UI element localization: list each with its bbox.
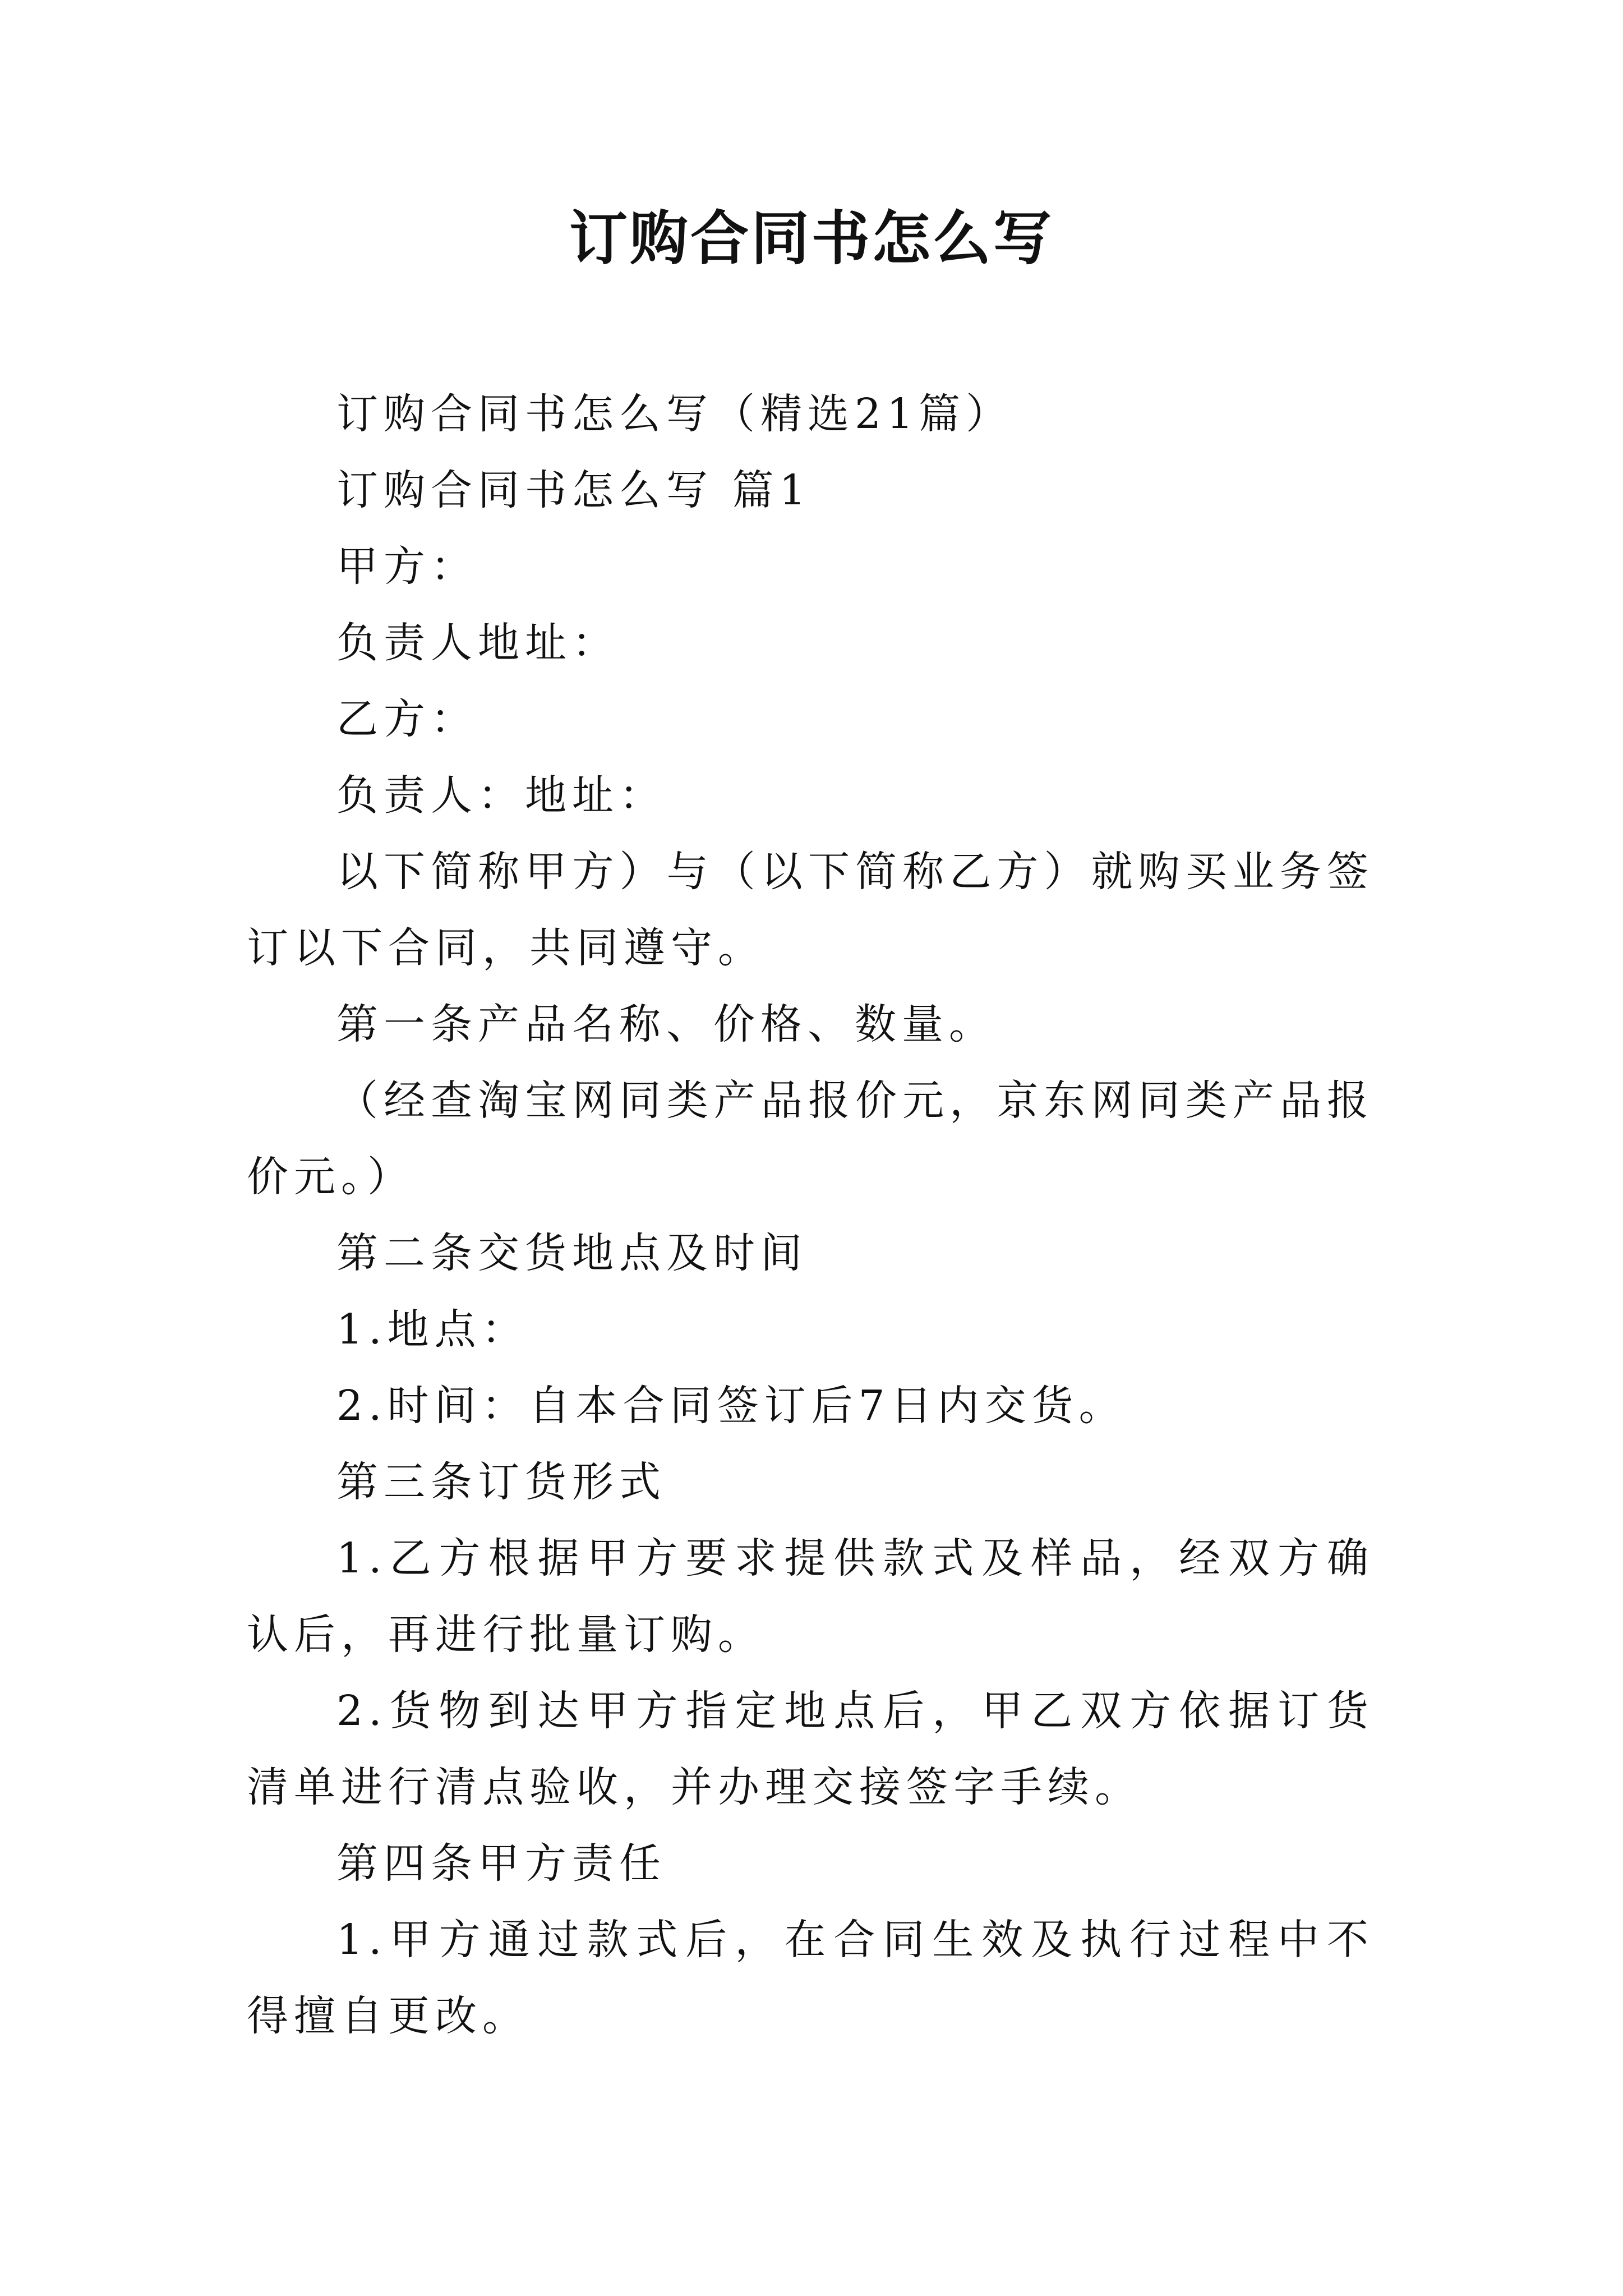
paragraph-party-a: 甲方： <box>336 542 478 591</box>
document-body <box>247 376 1374 2054</box>
paragraph-preamble: 以下简称甲方）与（以下简称乙方）就购买业务签订以下合同，共同遵守。 <box>247 848 1374 972</box>
paragraph-article-3: 第三条订货形式 <box>336 1458 666 1506</box>
paragraph-article-2-item-1: 1.地点： <box>336 1305 529 1354</box>
paragraph-article-4: 第四条甲方责任 <box>336 1839 666 1888</box>
paragraph-article-1: 第一条产品名称、价格、数量。 <box>336 1000 996 1048</box>
paragraph-party-a-contact: 负责人地址： <box>336 619 619 667</box>
paragraph-article-3-item-1: 1.乙方根据甲方要求提供款式及样品，经双方确认后，再进行批量订购。 <box>247 1534 1374 1659</box>
paragraph-party-b: 乙方： <box>336 695 478 743</box>
paragraph-subtitle: 订购合同书怎么写（精选21篇） <box>336 390 1013 438</box>
paragraph-article-2: 第二条交货地点及时间 <box>336 1229 808 1277</box>
document-title: 订购合同书怎么写 <box>569 204 1054 273</box>
paragraph-party-b-contact: 负责人：地址： <box>336 771 666 820</box>
paragraph-section-heading: 订购合同书怎么写 篇1 <box>336 466 811 514</box>
paragraph-article-2-item-2: 2.时间：自本合同签订后7日内交货。 <box>336 1382 1126 1430</box>
paragraph-article-3-item-2: 2.货物到达甲方指定地点后，甲乙双方依据订货清单进行清点验收，并办理交接签字手续。 <box>247 1687 1374 1811</box>
paragraph-article-1-note: （经查淘宝网同类产品报价元，京东网同类产品报价元。） <box>247 1076 1374 1201</box>
paragraph-article-4-item-1: 1.甲方通过款式后，在合同生效及执行过程中不得擅自更改。 <box>247 1916 1374 2040</box>
